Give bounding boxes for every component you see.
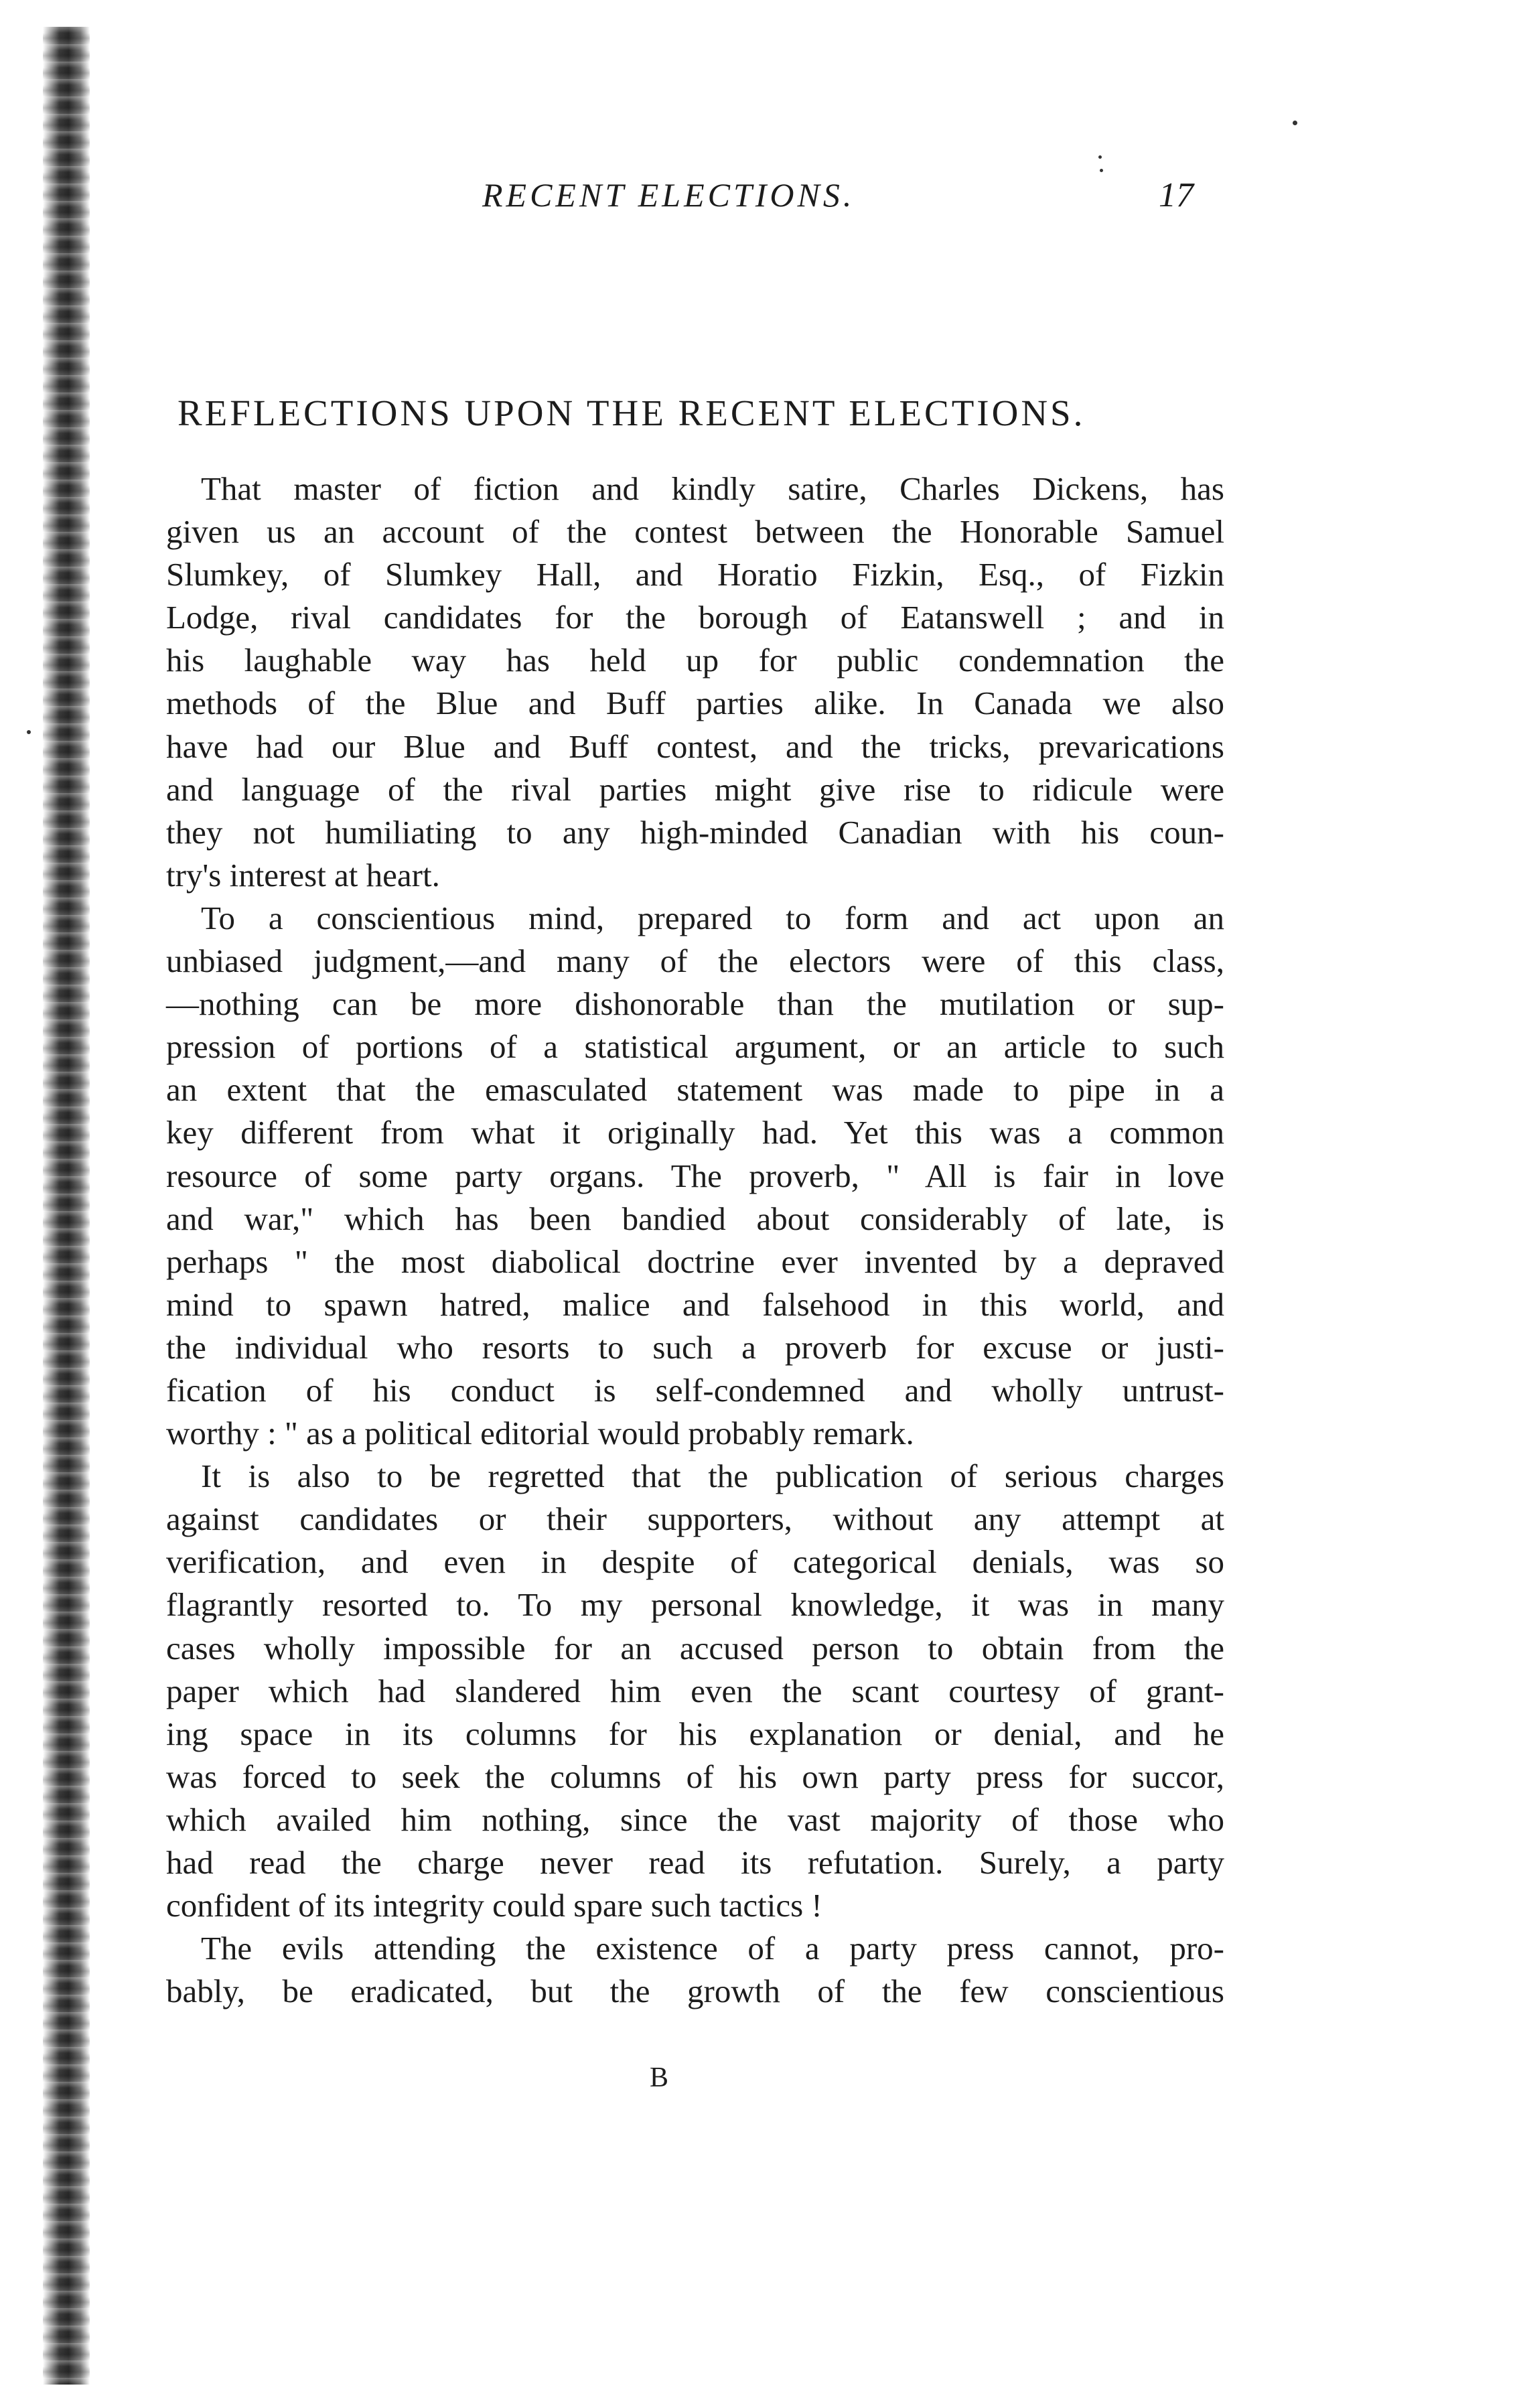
text-line: have had our Blue and Buff contest, and the tricks, prevarications — [166, 727, 1224, 765]
text-line: That master of fiction and kindly satire, Charles Dickens, has — [201, 470, 1224, 507]
text-line: It is also to be regretted that the publication of serious charges — [201, 1458, 1224, 1495]
text-line: Lodge, rival candidates for the borough of Eatanswell ; and in — [166, 599, 1224, 636]
text-line: which availed him nothing, since the vast majority of those who — [166, 1800, 1224, 1838]
running-head: RECENT ELECTIONS. — [482, 176, 855, 214]
text-line: Slumkey, of Slumkey Hall, and Horatio Fizkin, Esq., of Fizkin — [166, 556, 1224, 593]
text-line: cases wholly impossible for an accused person to obtain from the — [166, 1629, 1224, 1667]
page-number: 17 — [1159, 176, 1194, 214]
text-line: flagrantly resorted to. To my personal knowledge, it was in many — [166, 1586, 1224, 1624]
scan-speck — [1100, 169, 1103, 172]
text-line: unbiased judgment,—and many of the electors were of this class, — [166, 942, 1224, 980]
text-line: fication of his conduct is self-condemned and wholly untrust- — [166, 1371, 1224, 1409]
text-line: was forced to seek the columns of his own party press for succor, — [166, 1758, 1224, 1795]
text-line: To a conscientious mind, prepared to form and act upon an — [201, 899, 1224, 936]
scan-speck — [27, 730, 31, 734]
text-line: methods of the Blue and Buff parties alike. In Canada we also — [166, 685, 1224, 722]
text-line: mind to spawn hatred, malice and falsehood in this world, and — [166, 1285, 1224, 1323]
text-line: given us an account of the contest between the Honorable Samuel — [166, 513, 1224, 551]
text-line: they not humiliating to any high-minded Canadian with his coun- — [166, 813, 1224, 851]
text-line: try's interest at heart. — [166, 856, 440, 894]
text-line: ing space in its columns for his explanation or denial, and he — [166, 1715, 1224, 1752]
page-binding-edge — [43, 27, 90, 2385]
article-body — [166, 468, 1224, 2013]
text-line: perhaps " the most diabolical doctrine ever invented by a depraved — [166, 1243, 1224, 1280]
text-line: key different from what it originally had. Yet this was a common — [166, 1114, 1224, 1151]
text-line: and language of the rival parties might give rise to ridicule were — [166, 770, 1224, 808]
text-line: —nothing can be more dishonorable than the mutilation or sup- — [166, 985, 1224, 1023]
text-line: against candidates or their supporters, without any attempt at — [166, 1500, 1224, 1538]
text-line: had read the charge never read its refutation. Surely, a party — [166, 1844, 1224, 1881]
article-title: REFLECTIONS UPON THE RECENT ELECTIONS. — [177, 393, 1086, 433]
text-line: resource of some party organs. The proverb, " All is fair in love — [166, 1157, 1224, 1194]
text-line: and war," which has been bandied about considerably of late, is — [166, 1200, 1224, 1237]
text-line: bably, be eradicated, but the growth of the few conscientious — [166, 1973, 1224, 2010]
text-line: the individual who resorts to such a proverb for excuse or justi- — [166, 1328, 1224, 1366]
text-line: pression of portions of a statistical argument, or an article to such — [166, 1028, 1224, 1066]
text-line: his laughable way has held up for public condemnation the — [166, 642, 1224, 679]
text-line: verification, and even in despite of categorical denials, was so — [166, 1543, 1224, 1581]
text-line: confident of its integrity could spare such tactics ! — [166, 1887, 822, 1924]
text-line: The evils attending the existence of a party press cannot, pro- — [201, 1930, 1224, 1967]
text-line: worthy : " as a political editorial would probably remark. — [166, 1415, 914, 1452]
text-line: an extent that the emasculated statement was made to pipe in a — [166, 1071, 1224, 1109]
scan-speck — [1098, 155, 1102, 159]
signature-mark: B — [650, 2062, 669, 2093]
scan-speck — [1293, 121, 1297, 125]
text-line: paper which had slandered him even the scant courtesy of grant- — [166, 1672, 1224, 1709]
